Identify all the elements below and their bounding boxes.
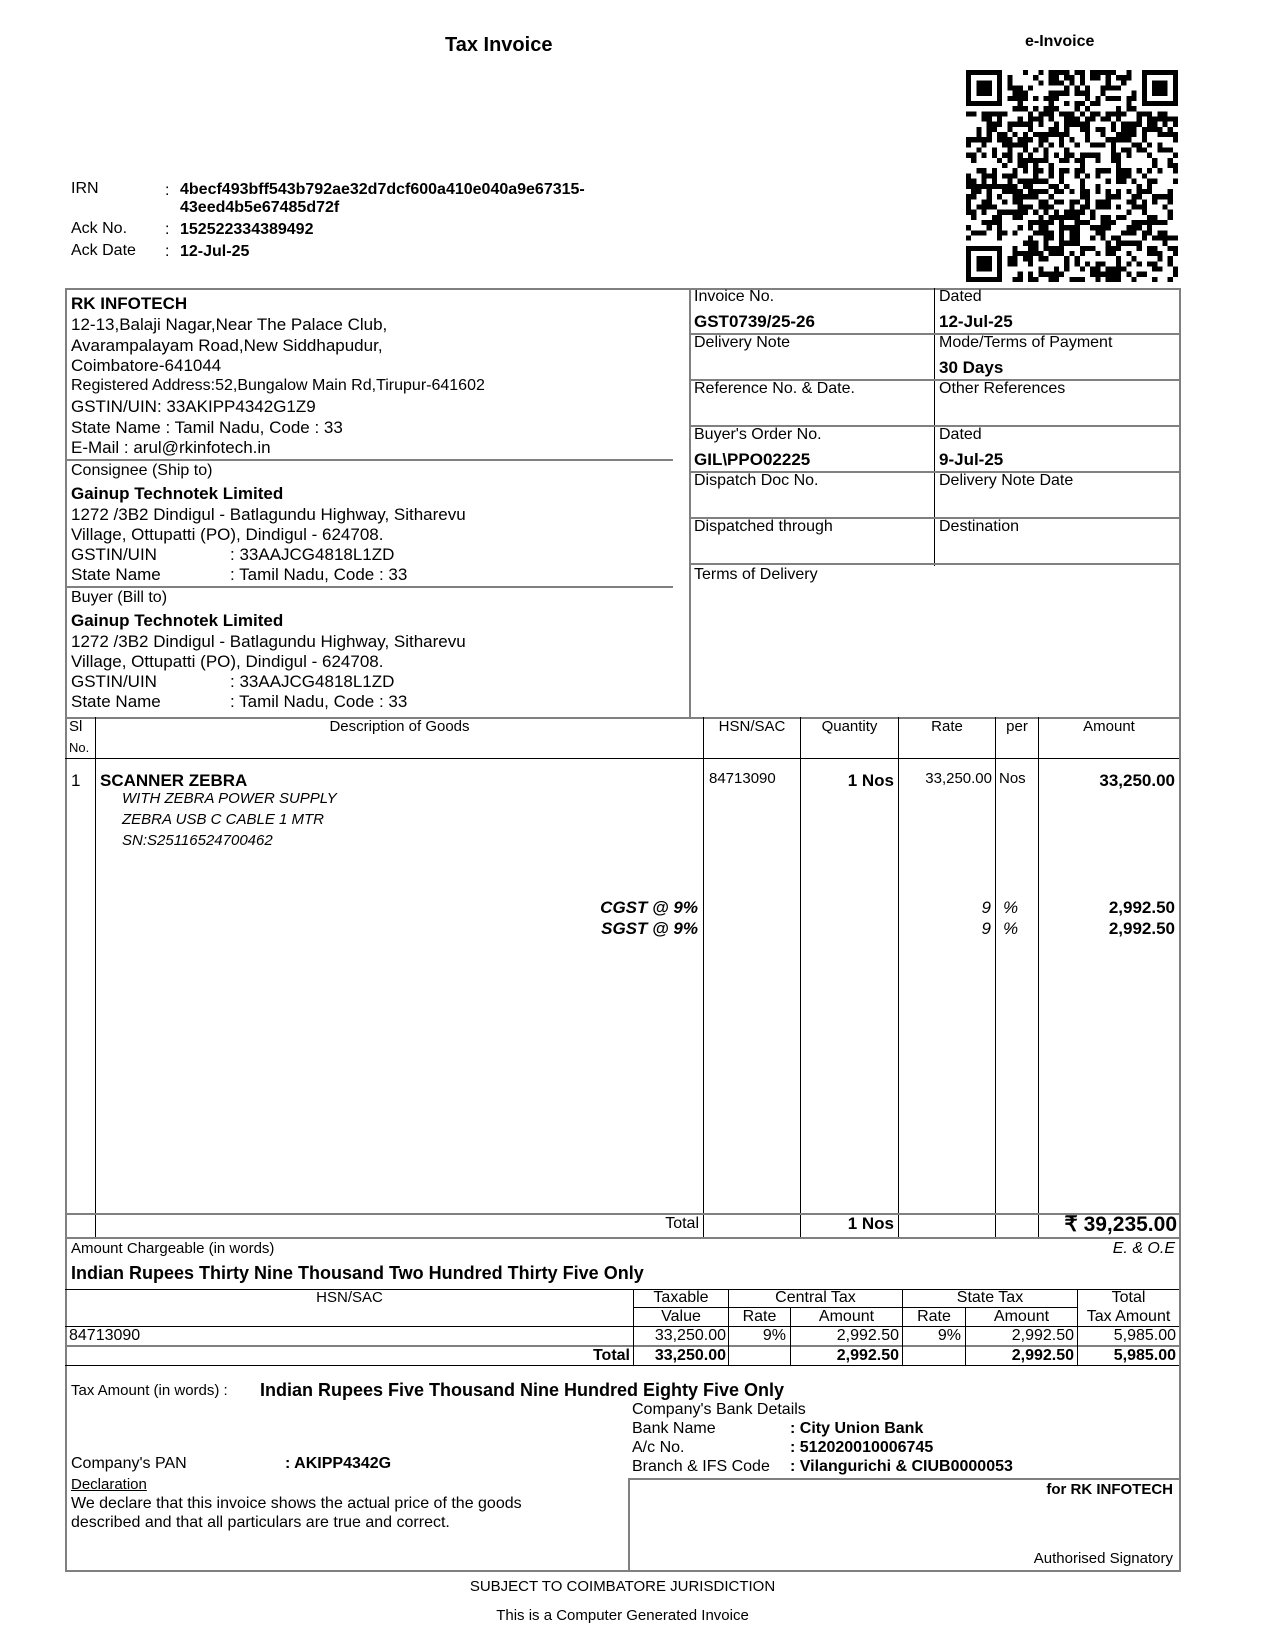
col-header-rate: Rate [931,718,963,735]
seller-registered-address: Registered Address:52,Bungalow Main Rd,Tirupur-641602 [71,377,485,394]
ts-header-central: Central Tax [775,1289,856,1306]
seller-state: State Name : Tamil Nadu, Code : 33 [71,418,343,437]
seller-email: E-Mail : arul@rkinfotech.in [71,438,271,457]
bank-name-label: Bank Name [632,1420,716,1437]
buyer-order-label: Buyer's Order No. [694,426,822,443]
consignee-state-label: State Name [71,565,161,584]
ack-no-value: 152522334389492 [180,221,314,238]
eoe-label: E. & O.E [1112,1240,1175,1257]
ts-header-s-rate: Rate [917,1308,951,1325]
ts-total-taxable: 33,250.00 [654,1347,726,1364]
ts-row-hsn: 84713090 [69,1327,141,1344]
buyer-gstin-value: : 33AAJCG4818L1ZD [230,672,395,691]
consignee-heading: Consignee (Ship to) [71,462,213,479]
sgst-amount: 2,992.50 [1108,919,1175,938]
ts-header-hsn: HSN/SAC [316,1289,383,1306]
qr-code-icon [966,70,1178,282]
item-name: SCANNER ZEBRA [100,771,248,790]
buyer-state-value: : Tamil Nadu, Code : 33 [230,692,408,711]
jurisdiction-note: SUBJECT TO COIMBATORE JURISDICTION [469,1578,776,1595]
declaration-line-1: We declare that this invoice shows the actual price of the goods [71,1495,522,1512]
cgst-label: CGST @ 9% [600,898,698,917]
reference-label: Reference No. & Date. [694,380,855,397]
col-header-description: Description of Goods [329,718,470,735]
consignee-address-2: Village, Ottupatti (PO), Dindigul - 624708. [71,525,384,544]
item-per: Nos [999,770,1026,787]
ts-row-c-rate: 9% [762,1327,786,1344]
col-header-per: per [1006,718,1028,735]
col-header-amount: Amount [1083,718,1135,735]
buyer-address-1: 1272 /3B2 Dindigul - Batlagundu Highway, Sitharevu [71,632,466,651]
irn-value-2: 43eed4b5e67485d72f [180,199,340,216]
irn-value-1: 4becf493bff543b792ae32d7dcf600a410e040a9e67315- [180,181,585,198]
ts-row-c-amount: 2,992.50 [836,1327,899,1344]
ts-header-s-amount: Amount [993,1308,1050,1325]
ack-no-colon: : [165,221,170,238]
amount-words-value: Indian Rupees Thirty Nine Thousand Two Hundred Thirty Five Only [71,1263,644,1283]
ack-date-colon: : [165,243,170,260]
ts-row-s-amount: 2,992.50 [1011,1327,1074,1344]
ts-header-c-rate: Rate [742,1308,777,1325]
delivery-note-date-label: Delivery Note Date [939,472,1074,489]
consignee-gstin-label: GSTIN/UIN [71,545,157,564]
bank-name-value: : City Union Bank [790,1420,924,1437]
sgst-rate: 9 [981,919,991,938]
consignee-state-value: : Tamil Nadu, Code : 33 [230,565,408,584]
declaration-line-2: described and that all particulars are true and correct. [71,1514,450,1531]
ts-row-total: 5,985.00 [1113,1327,1176,1344]
seller-address-2: Avarampalayam Road,New Siddhapudur, [71,336,383,355]
dispatched-through-label: Dispatched through [694,518,833,535]
ts-total-total: 5,985.00 [1113,1347,1176,1364]
item-quantity: 1 Nos [847,771,894,790]
page-title: Tax Invoice [445,34,553,56]
irn-colon: : [165,182,170,199]
item-sub-3: SN:S25116524700462 [122,832,273,849]
ts-total-label: Total [592,1347,630,1364]
invoice-no-label: Invoice No. [694,288,775,305]
delivery-note-label: Delivery Note [694,334,791,351]
cgst-rate: 9 [981,898,991,917]
computer-generated-note: This is a Computer Generated Invoice [496,1607,749,1624]
pan-value: : AKIPP4342G [285,1455,392,1472]
consignee-gstin-value: : 33AAJCG4818L1ZD [230,545,395,564]
bank-branch-value: : Vilangurichi & CIUB0000053 [790,1458,1013,1475]
ts-header-taxable-1: Taxable [653,1289,709,1306]
item-sl: 1 [71,771,81,790]
signature-for-label: for RK INFOTECH [1046,1481,1173,1498]
cgst-amount: 2,992.50 [1108,898,1175,917]
cgst-per: % [1003,898,1019,917]
ts-header-total-1: Total [1111,1289,1146,1306]
payment-terms-label: Mode/Terms of Payment [939,334,1113,351]
bank-ac-label: A/c No. [632,1439,685,1456]
total-quantity: 1 Nos [847,1214,894,1233]
seller-gstin: GSTIN/UIN: 33AKIPP4342G1Z9 [71,397,316,416]
bank-heading: Company's Bank Details [632,1401,806,1418]
irn-label: IRN [71,180,99,197]
seller-name: RK INFOTECH [71,294,188,313]
ts-header-c-amount: Amount [818,1308,875,1325]
ack-no-label: Ack No. [71,220,128,237]
pan-label: Company's PAN [71,1455,187,1472]
ts-row-s-rate: 9% [937,1327,961,1344]
seller-address-1: 12-13,Balaji Nagar,Near The Palace Club, [71,315,388,334]
item-rate: 33,250.00 [925,770,992,787]
consignee-address-1: 1272 /3B2 Dindigul - Batlagundu Highway, Sitharevu [71,505,466,524]
col-header-sl: Sl [69,718,83,735]
sgst-label: SGST @ 9% [601,919,698,938]
buyer-order-value: GIL\PPO02225 [694,450,811,469]
dated-value: 12-Jul-25 [939,312,1013,331]
buyer-name: Gainup Technotek Limited [71,611,284,630]
total-amount: ₹ 39,235.00 [1064,1213,1177,1236]
buyer-state-label: State Name [71,692,161,711]
total-label: Total [665,1215,699,1232]
seller-address-3: Coimbatore-641044 [71,356,222,375]
declaration-heading: Declaration [71,1476,147,1493]
col-header-no: No. [69,740,90,755]
invoice-no-value: GST0739/25-26 [694,312,815,331]
ts-row-taxable: 33,250.00 [654,1327,726,1344]
einvoice-label: e-Invoice [1025,33,1095,50]
buyer-address-2: Village, Ottupatti (PO), Dindigul - 624708. [71,652,384,671]
item-amount: 33,250.00 [1099,771,1175,790]
tax-words-value: Indian Rupees Five Thousand Nine Hundred Eighty Five Only [260,1380,785,1400]
dated-label: Dated [939,288,982,305]
ts-total-s-amount: 2,992.50 [1011,1347,1074,1364]
dispatch-doc-label: Dispatch Doc No. [694,472,819,489]
amount-words-label: Amount Chargeable (in words) [71,1240,275,1257]
bank-ac-value: : 512020010006745 [790,1439,934,1456]
ts-header-taxable-2: Value [661,1308,701,1325]
bank-branch-label: Branch & IFS Code [632,1458,770,1475]
buyer-heading: Buyer (Bill to) [71,589,168,606]
sgst-per: % [1003,919,1019,938]
ts-header-total-2: Tax Amount [1086,1308,1171,1325]
consignee-name: Gainup Technotek Limited [71,484,284,503]
item-hsn: 84713090 [709,770,776,787]
other-references-label: Other References [939,380,1066,397]
col-header-hsn: HSN/SAC [718,718,786,735]
authorised-signatory: Authorised Signatory [1033,1550,1173,1567]
order-dated-value: 9-Jul-25 [939,450,1004,469]
ts-header-state: State Tax [956,1289,1024,1306]
order-dated-label: Dated [939,426,982,443]
destination-label: Destination [939,518,1020,535]
ts-total-c-amount: 2,992.50 [836,1347,899,1364]
ack-date-label: Ack Date [71,242,136,259]
terms-of-delivery-label: Terms of Delivery [694,566,818,583]
item-sub-2: ZEBRA USB C CABLE 1 MTR [122,811,324,828]
ack-date-value: 12-Jul-25 [180,243,250,260]
col-header-quantity: Quantity [821,718,878,735]
tax-words-label: Tax Amount (in words) : [71,1382,228,1399]
payment-terms-value: 30 Days [939,358,1004,377]
item-sub-1: WITH ZEBRA POWER SUPPLY [122,790,337,807]
buyer-gstin-label: GSTIN/UIN [71,672,157,691]
